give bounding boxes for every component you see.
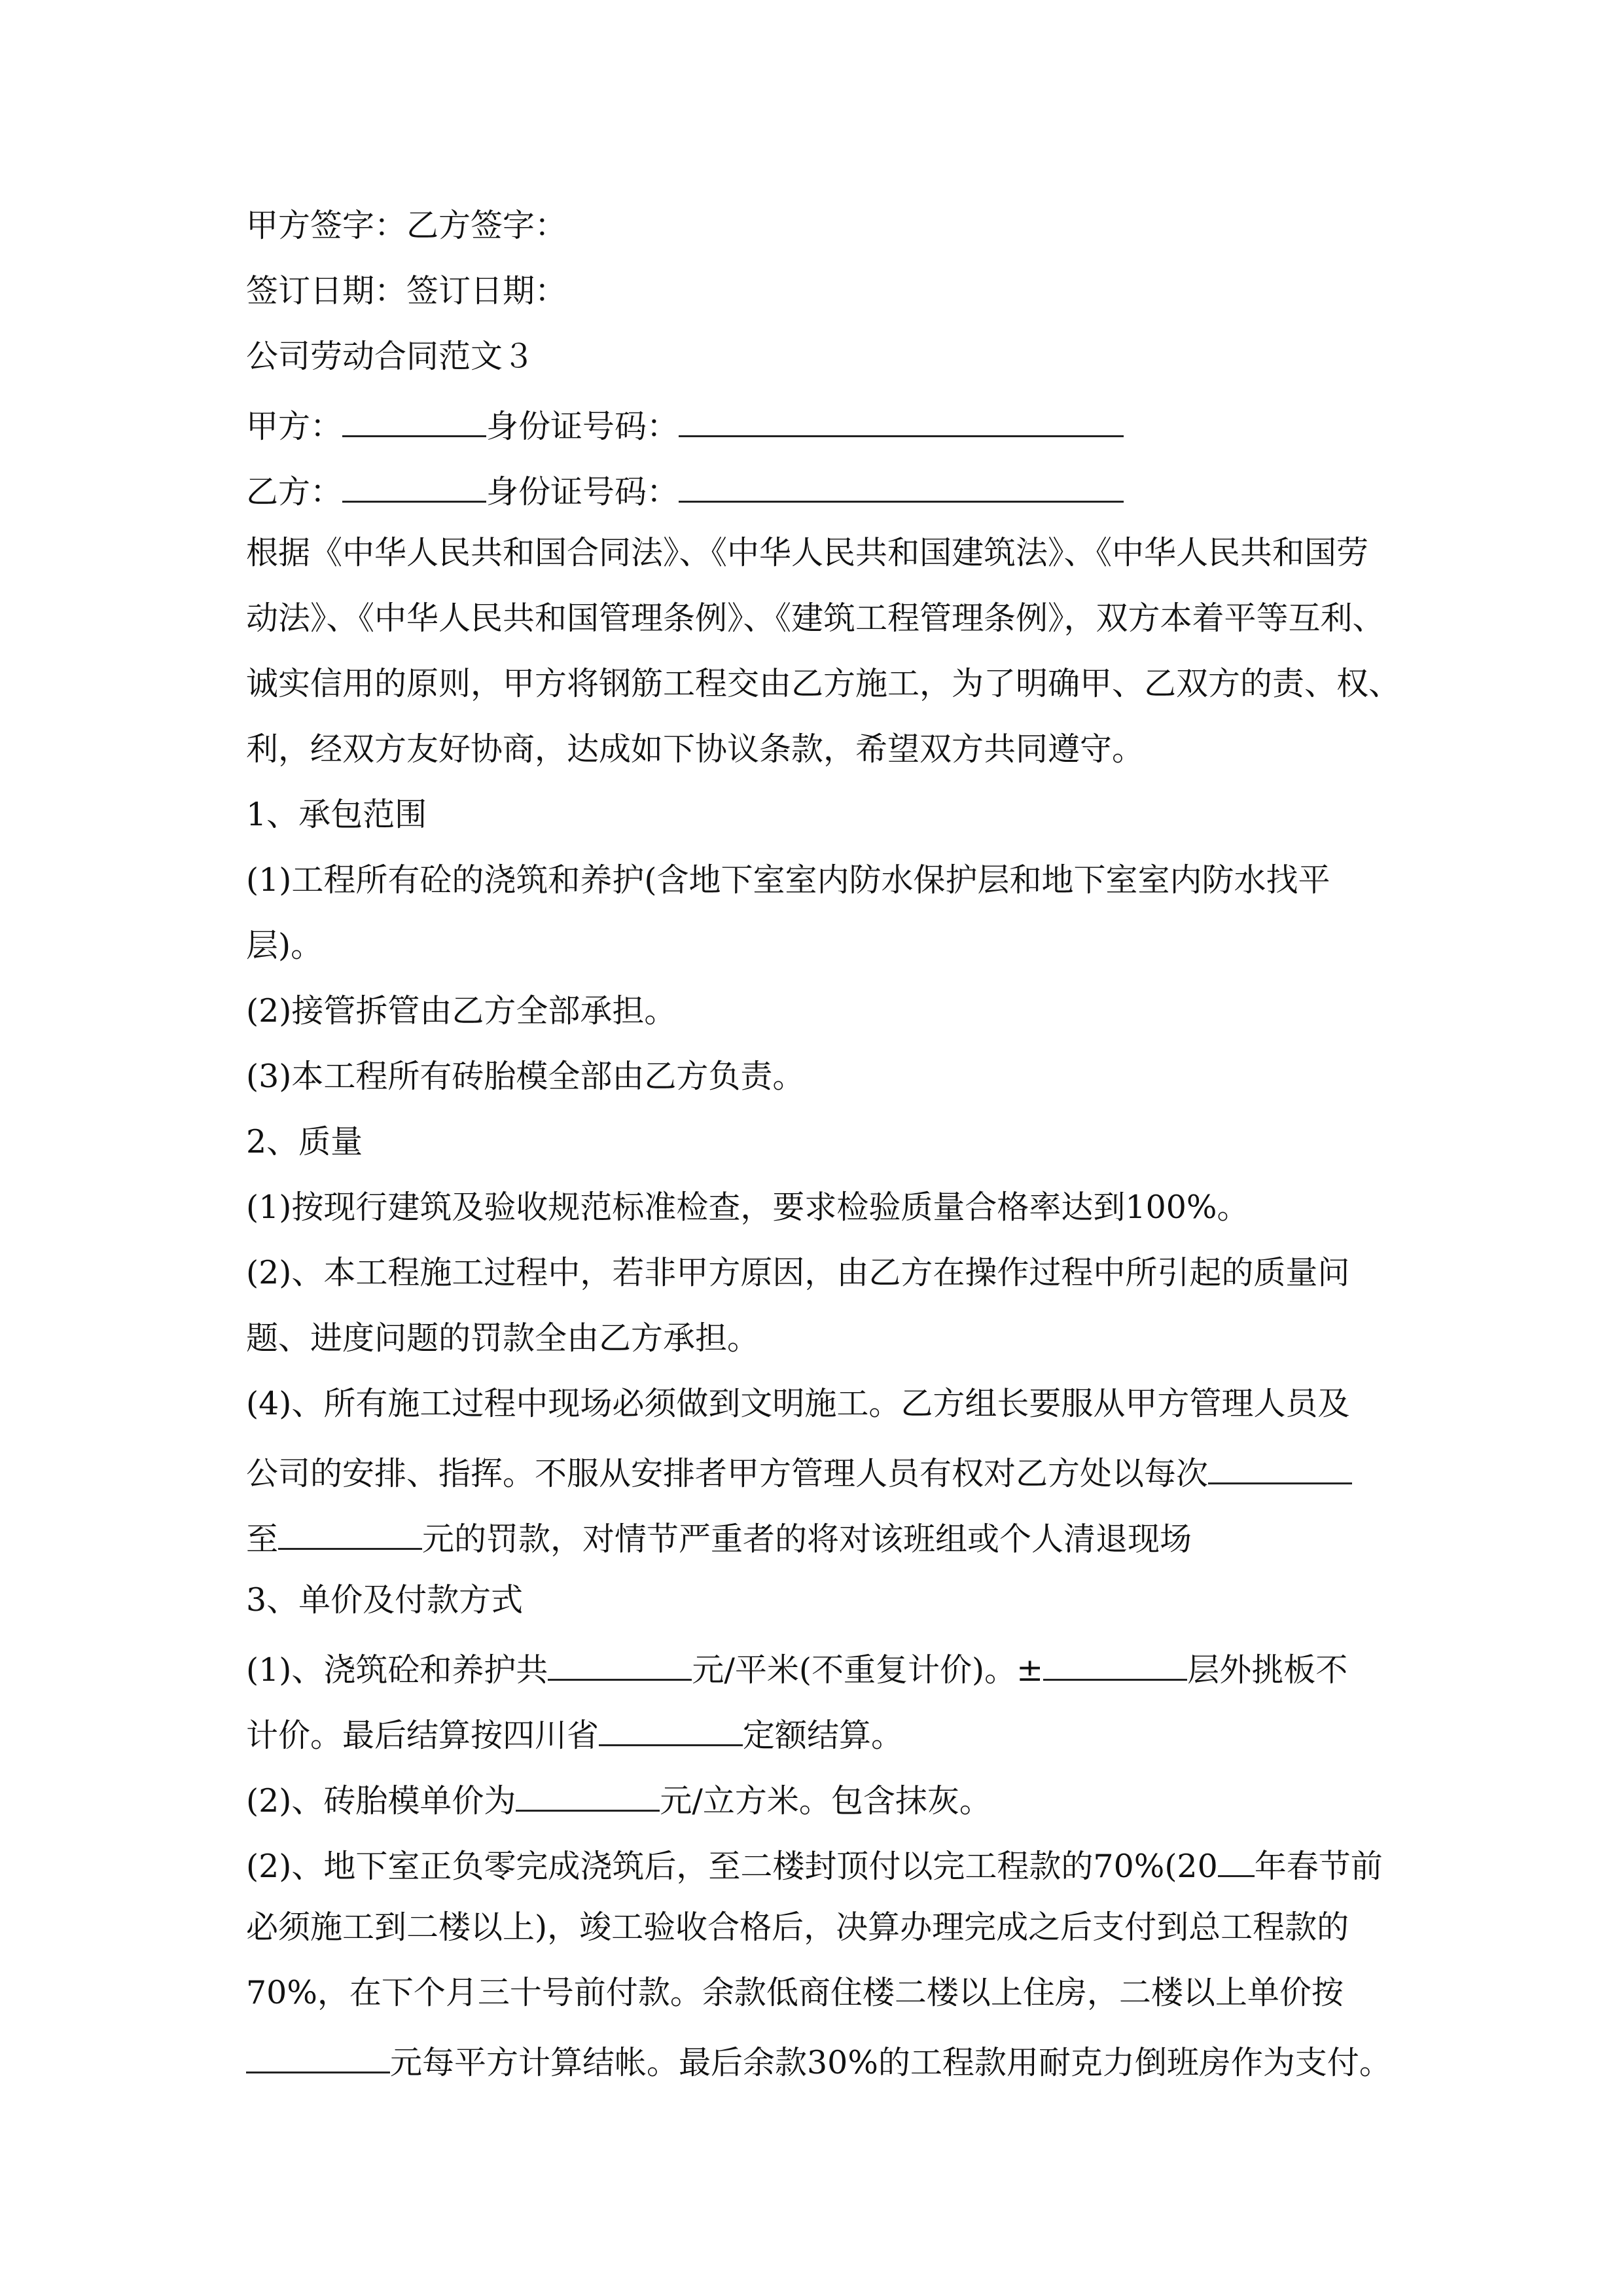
settlement-text: 计价。最后结算按四川省 — [246, 1717, 599, 1754]
paragraph-line: (2)、本工程施工过程中，若非甲方原因，由乙方在操作过程中所引起的质量问 — [246, 1254, 1350, 1291]
paragraph-line: (3)本工程所有砖胎模全部由乙方负责。 — [246, 1058, 805, 1095]
paragraph-line: 利，经双方友好协商，达成如下协议条款，希望双方共同遵守。 — [246, 730, 1145, 768]
paragraph-line — [246, 1515, 1398, 1558]
penalty-min-blank — [1208, 1450, 1352, 1484]
clause-heading: 2、质量 — [246, 1123, 363, 1160]
party-a-id-blank — [679, 403, 1124, 437]
settlement-rest: 定额结算。 — [743, 1717, 904, 1754]
paragraph-line — [246, 1712, 1398, 1754]
party-b-id-label: 身份证号码： — [486, 473, 679, 511]
clause-heading: 3、单价及付款方式 — [246, 1581, 524, 1619]
clause-heading: 1、承包范围 — [246, 796, 427, 833]
unit-price-blank — [246, 2039, 390, 2073]
paragraph-line — [246, 1646, 1398, 1689]
party-a-label: 甲方： — [246, 408, 343, 445]
settlement-blank — [599, 1712, 743, 1746]
penalty-text: 公司的安排、指挥。不服从安排者甲方管理人员有权对乙方处以每次 — [246, 1455, 1209, 1492]
paragraph-line: (1)工程所有砼的浇筑和养护(含地下室室内防水保护层和地下室室内防水找平 — [246, 861, 1330, 899]
paragraph-line: 题、进度问题的罚款全由乙方承担。 — [246, 1319, 760, 1357]
floor-text: 层外挑板不 — [1187, 1651, 1348, 1689]
party-b-name-blank — [342, 468, 486, 503]
year-blank — [1218, 1842, 1255, 1877]
paragraph-line — [246, 1842, 1398, 1885]
mold-price-unit: 元/立方米。包含抹灰。 — [660, 1782, 991, 1820]
paragraph-line: (1)按现行建筑及验收规范标准检查，要求检验质量合格率达到100%。 — [246, 1189, 1249, 1226]
date-line: 签订日期：签订日期： — [246, 272, 567, 310]
party-b-line — [246, 468, 1398, 511]
party-a-line — [246, 403, 1398, 445]
mold-price-blank — [516, 1777, 660, 1812]
penalty-max-blank — [278, 1515, 422, 1550]
pour-price-text: (1)、浇筑砼和养护共 — [246, 1651, 548, 1689]
paragraph-line: (4)、所有施工过程中现场必须做到文明施工。乙方组长要服从甲方管理人员及 — [246, 1385, 1350, 1422]
payment-text: (2)、地下室正负零完成浇筑后，至二楼封顶付以完工程款的70%(20 — [246, 1848, 1218, 1885]
penalty-to-label: 至 — [246, 1520, 279, 1558]
party-b-id-blank — [679, 468, 1124, 503]
signature-line: 甲方签字：乙方签字： — [246, 207, 567, 244]
document-body — [246, 206, 1401, 2104]
payment-text-rest: 年春节前 — [1254, 1848, 1383, 1885]
pour-price-blank — [548, 1646, 692, 1681]
paragraph-line: 诚实信用的原则，甲方将钢筋工程交由乙方施工，为了明确甲、乙双方的责、权、 — [246, 665, 1401, 702]
paragraph-line: 动法》、《中华人民共和国管理条例》、《建筑工程管理条例》，双方本着平等互利、 — [246, 600, 1385, 637]
paragraph-line — [246, 2039, 1398, 2081]
floor-blank — [1043, 1646, 1187, 1681]
section-title: 公司劳动合同范文３ — [246, 338, 535, 375]
party-a-name-blank — [342, 403, 486, 437]
penalty-rest-text: 元的罚款，对情节严重者的将对该班组或个人清退现场 — [422, 1520, 1192, 1558]
paragraph-line: (2)接管拆管由乙方全部承担。 — [246, 992, 677, 1030]
pour-price-unit: 元/平米(不重复计价)。± — [692, 1651, 1044, 1689]
paragraph-line — [246, 1777, 1398, 1820]
party-b-label: 乙方： — [246, 473, 343, 511]
paragraph-line: 根据《中华人民共和国合同法》、《中华人民共和国建筑法》、《中华人民共和国劳 — [246, 534, 1369, 571]
party-a-id-label: 身份证号码： — [486, 408, 679, 445]
mold-price-text: (2)、砖胎模单价为 — [246, 1782, 516, 1820]
final-payment-text: 元每平方计算结帐。最后余款30%的工程款用耐克力倒班房作为支付。 — [390, 2044, 1391, 2081]
paragraph-line: 层)。 — [246, 927, 323, 964]
paragraph-line: 70%，在下个月三十号前付款。余款低商住楼二楼以上住房，二楼以上单价按 — [246, 1974, 1344, 2011]
paragraph-line: 必须施工到二楼以上)，竣工验收合格后，决算办理完成之后支付到总工程款的 — [246, 1909, 1349, 1946]
paragraph-line — [246, 1450, 1398, 1492]
